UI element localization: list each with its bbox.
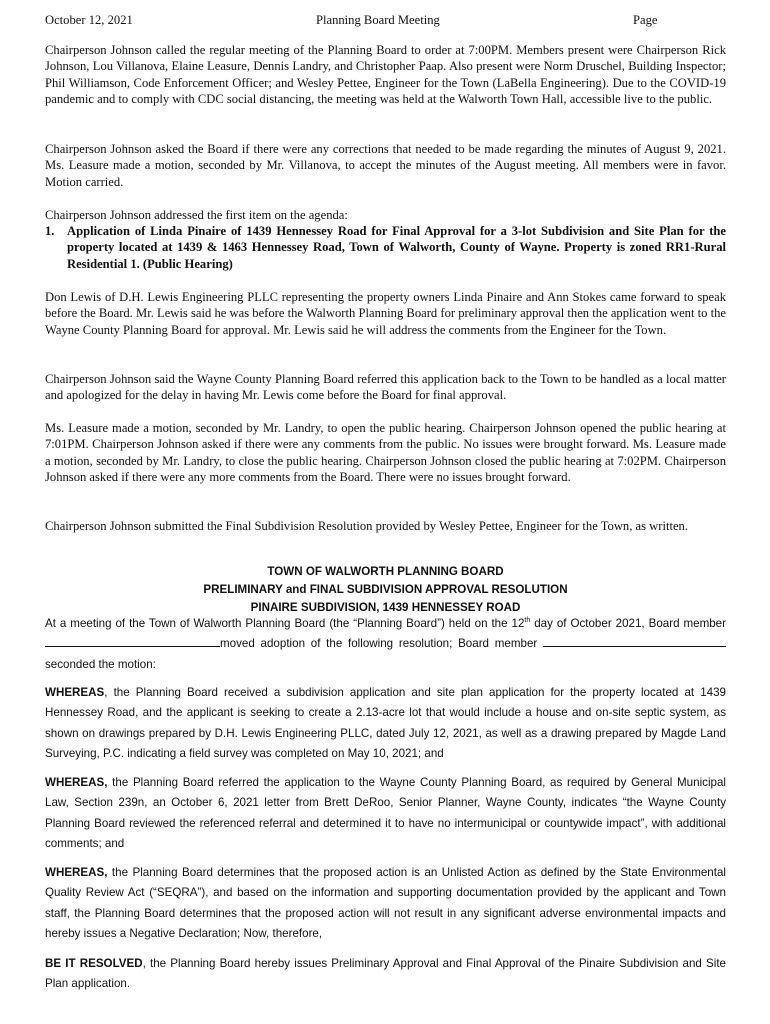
ordinal-suffix: th (524, 617, 531, 625)
resolution-heading-1: TOWN OF WALWORTH PLANNING BOARD (267, 565, 504, 578)
resolution-heading-3: PINAIRE SUBDIVISION, 1439 HENNESSEY ROAD (250, 601, 521, 614)
agenda-item-number: 1. (45, 224, 55, 238)
resolution-intro (45, 614, 726, 675)
paragraph-minutes: Chairperson Johnson asked the Board if there were any corrections that needed to be made regarding the minutes of August 9, 2021. Ms. Leasure made a motion, seconded by Mr. Villanova, to accept the minutes of the August meeting. All members were in favor. Motion carried. (45, 142, 726, 189)
paragraph-lewis: Don Lewis of D.H. Lewis Engineering PLLC representing the property owners Linda Pinaire and Ann Stokes came forward to speak before the Board. Mr. Lewis said he was before the Walworth Planning Board for preliminary approval then the application went to the Wayne County Planning Board for approval. Mr. Lewis said he will address the comments from the Engineer for the Town. (45, 290, 726, 337)
resolution-intro-d: seconded the motion: (45, 657, 156, 671)
page-label: Page (633, 13, 658, 27)
whereas-3-text: the Planning Board determines that the proposed action is an Unlisted Action as defined by the State Environmental Quality Review Act (“SEQRA”), and based on the information and supporting documentation provided by the applicant and Town staff, the Planning Board determines that the proposed action will not result in any significant adverse environmental impacts and hereby issues a Negative Declaration; Now, therefore, (45, 866, 726, 941)
paragraph-call-to-order: Chairperson Johnson called the regular meeting of the Planning Board to order at 7:00PM. Members present were Chairperson Rick Johnson, Lou Villanova, Elaine Leasure, Dennis Landry, and Christopher Paap. Also present were Norm Druschel, Building Inspector; Phil Williamson, Code Enforcement Officer; and Wesley Pettee, Engineer for the Town (LaBella Engineering). Due to the COVID-19 pandemic and to comply with CDC social distancing, the meeting was held at the Walworth Town Hall, accessible live to the public. (45, 43, 726, 107)
header-title: Planning Board Meeting (316, 13, 440, 27)
whereas-1-text: , the Planning Board received a subdivision application and site plan application for the property located at 1439 Hennessey Road, and the applicant is seeking to create a 2.13-acre lot that would include a house and on-site septic system, as shown on drawings prepared by D.H. Lewis Engineering PLLC, dated July 12, 2021, as well as a drawing prepared by Magde Land Surveying, P.C. indicating a field survey was completed on May 10, 2021; and (45, 686, 726, 761)
be-it-resolved (45, 954, 726, 995)
meeting-date: October 12, 2021 (45, 13, 133, 27)
paragraph-county-referral: Chairperson Johnson said the Wayne County Planning Board referred this application back to the Town to be handled as a local matter and apologized for the delay in having Mr. Lewis come before the Board for final approval. (45, 372, 726, 403)
resolved-text: , the Planning Board hereby issues Preliminary Approval and Final Approval of the Pinaire Subdivision and Site Plan application. (45, 957, 726, 991)
whereas-label: WHEREAS, (45, 866, 108, 879)
paragraph-resolution-submitted: Chairperson Johnson submitted the Final Subdivision Resolution provided by Wesley Pettee, Engineer for the Town, as written. (45, 519, 688, 533)
resolution-intro-a: At a meeting of the Town of Walworth Planning Board (the “Planning Board”) held on the 12 (45, 617, 525, 630)
resolution-intro-b: day of October 2021, Board member (530, 617, 726, 630)
resolved-label: BE IT RESOLVED (45, 957, 143, 970)
whereas-label: WHEREAS, (45, 776, 108, 789)
agenda-item-text: Application of Linda Pinaire of 1439 Hennessey Road for Final Approval for a 3-lot Subdivision and Site Plan for the property located at 1439 & 1463 Hennessey Road, Town of Walworth, County of Wayne. Property is zoned RR1-Rural Residential 1. (Public Hearing) (67, 224, 726, 271)
whereas-3 (45, 863, 726, 945)
resolution-intro-c: moved adoption of the following resolution; Board member (220, 637, 543, 651)
whereas-2-text: the Planning Board referred the application to the Wayne County Planning Board, as required by General Municipal Law, Section 239n, an October 6, 2021 letter from Brett DeRoo, Senior Planner, Wayne County, indicates “the Wayne County Planning Board reviewed the referenced referral and determined it to have no intermunicipal or countywide impact”, with additional comments; and (45, 776, 726, 851)
seconder-blank (543, 634, 726, 647)
whereas-1 (45, 683, 726, 765)
paragraph-public-hearing: Ms. Leasure made a motion, seconded by Mr. Landry, to open the public hearing. Chairperson Johnson opened the public hearing at 7:01PM. Chairperson Johnson asked if there were any comments from the public. No issues were brought forward. Ms. Leasure made a motion, seconded by Mr. Landry, to close the public hearing. Chairperson Johnson closed the public hearing at 7:02PM. Chairperson Johnson asked if there were any more comments from the Board. There were no issues brought forward. (45, 421, 726, 485)
resolution-heading-2: PRELIMINARY and FINAL SUBDIVISION APPROVAL RESOLUTION (203, 583, 568, 596)
agenda-item-1 (45, 223, 726, 272)
page-header (45, 13, 675, 31)
whereas-2 (45, 773, 726, 855)
mover-blank (45, 634, 220, 647)
whereas-label: WHEREAS (45, 686, 105, 699)
paragraph-agenda-intro: Chairperson Johnson addressed the first item on the agenda: (45, 208, 348, 222)
